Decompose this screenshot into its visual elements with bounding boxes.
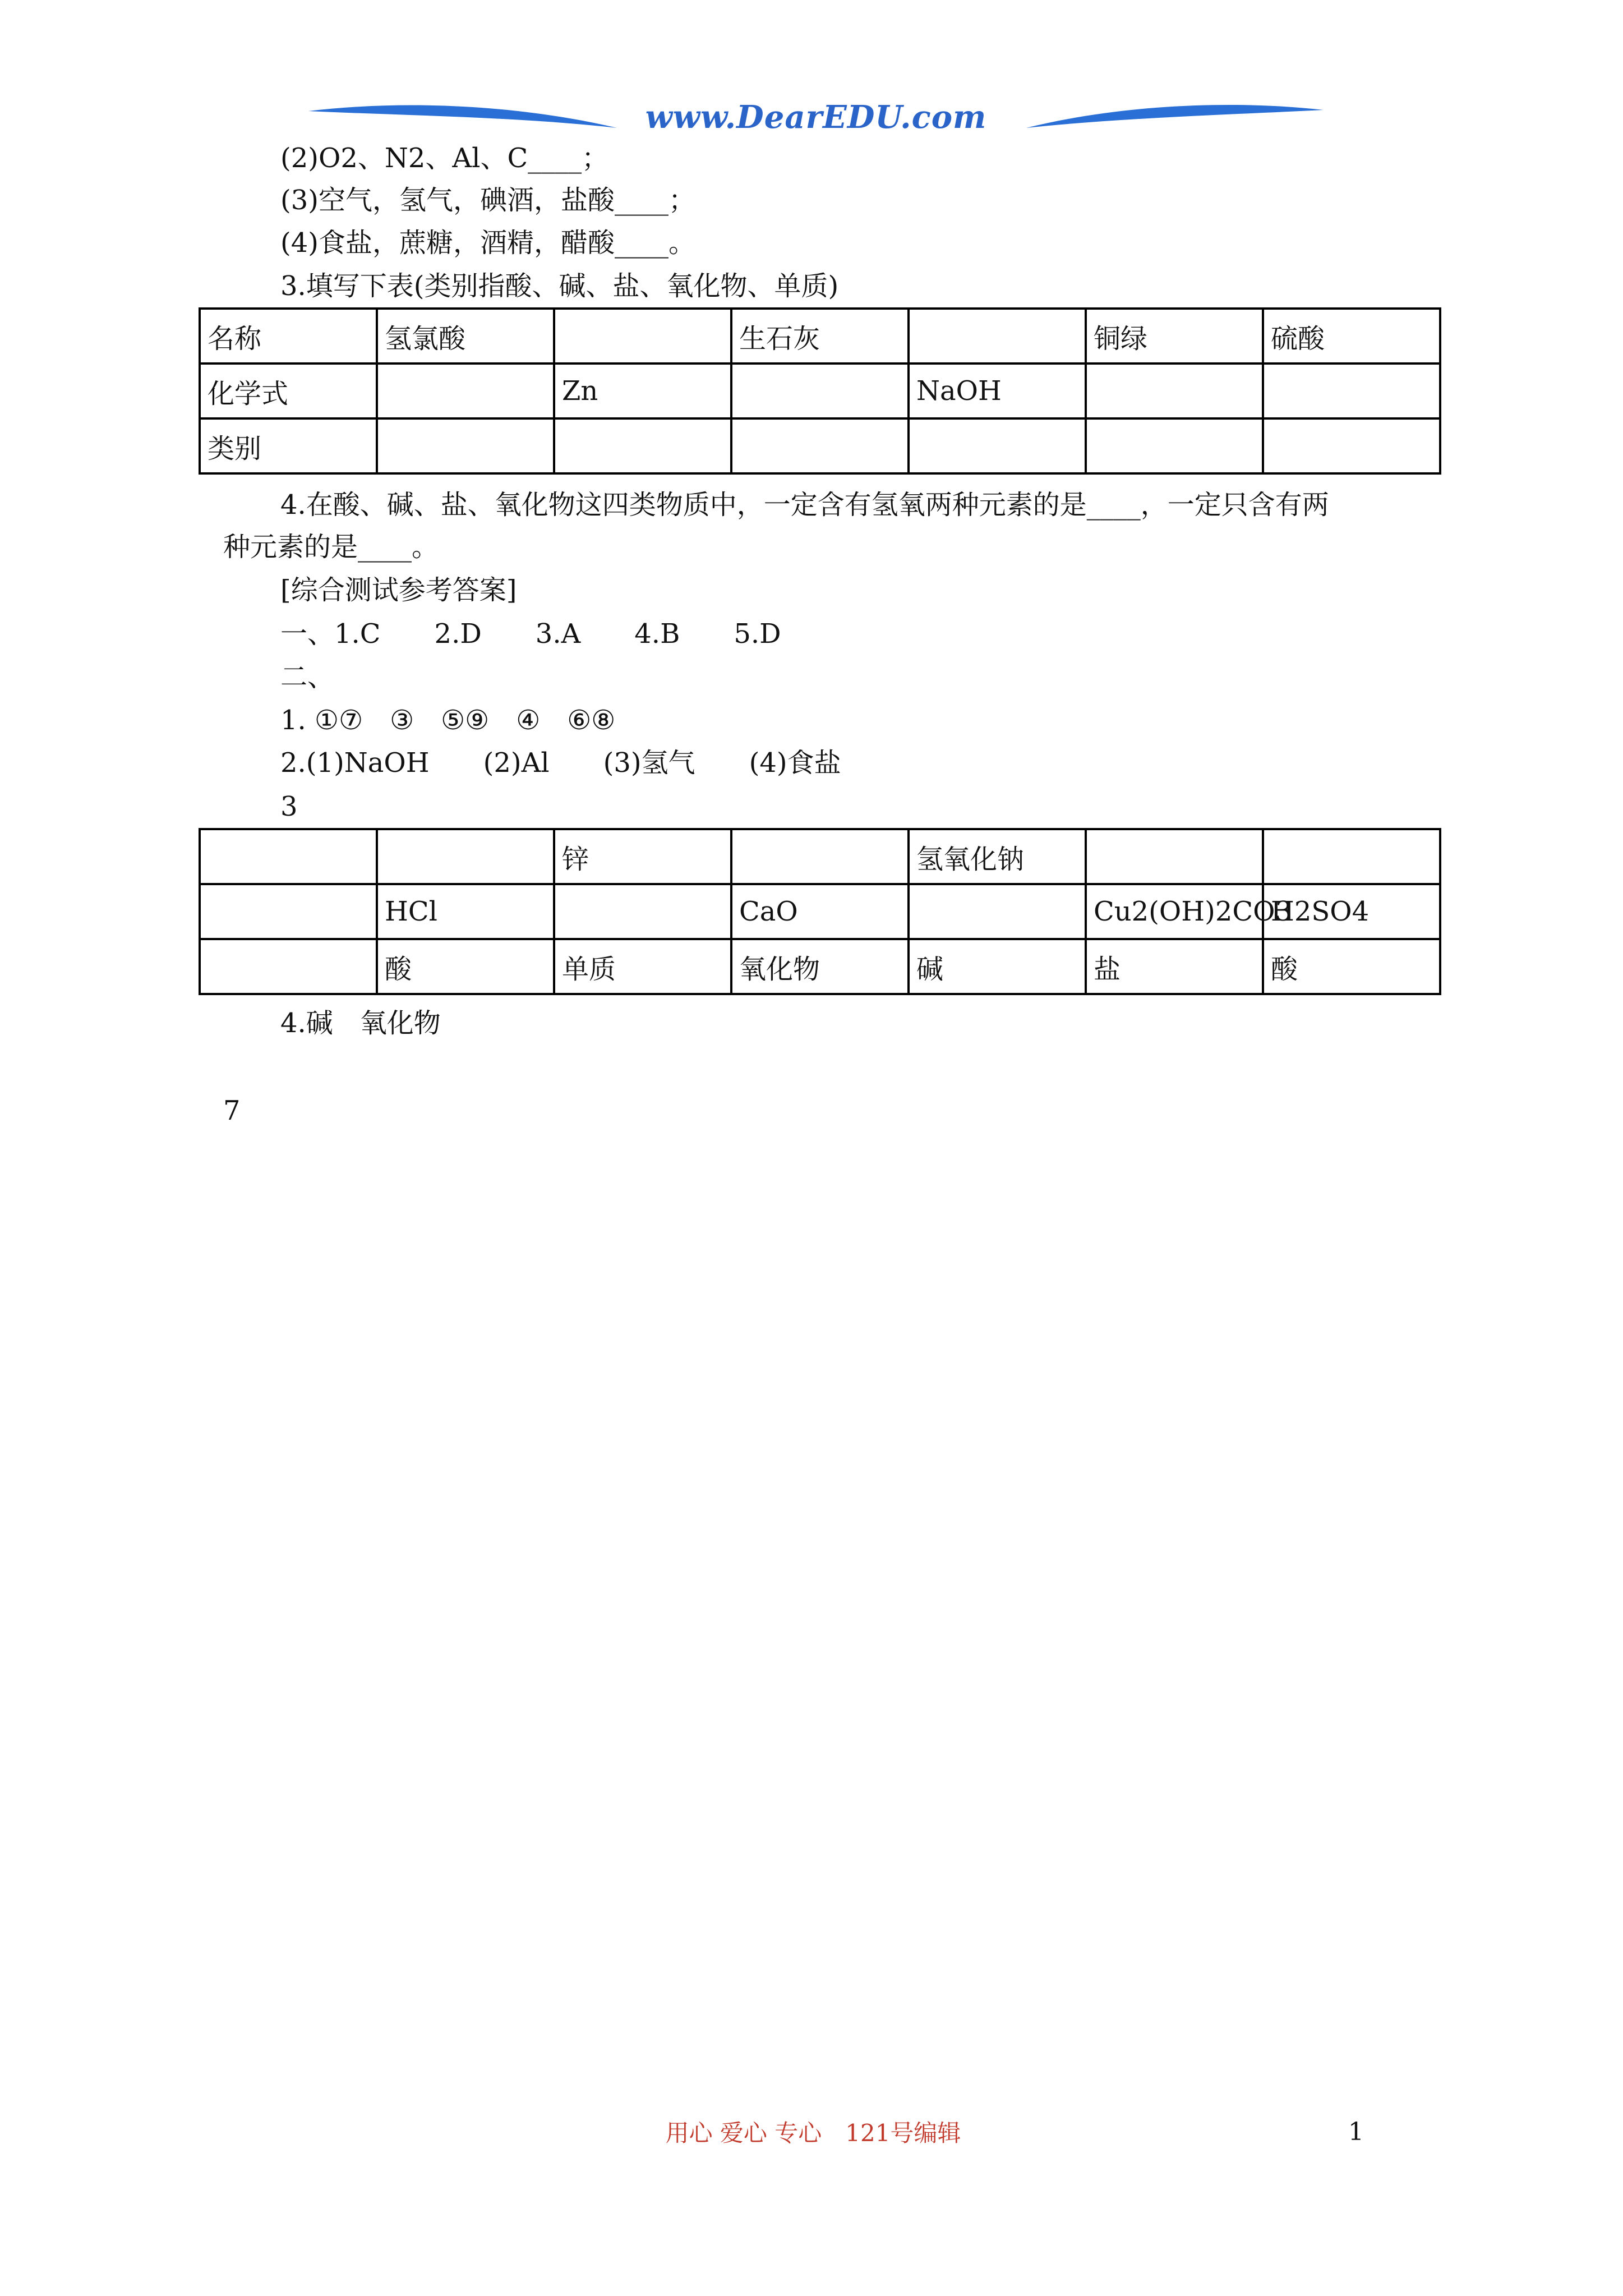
question-3: 3.填写下表(类别指酸、碱、盐、氧化物、单质) xyxy=(280,270,839,302)
table-cell xyxy=(200,939,377,994)
table-row xyxy=(200,364,1440,418)
table-cell xyxy=(909,309,1086,364)
table-cell: 盐 xyxy=(1086,939,1263,994)
table-cell xyxy=(1086,829,1263,884)
table-cell xyxy=(909,884,1086,939)
table-cell xyxy=(1263,418,1440,473)
footer-slogan: 用心 爱心 专心 121号编辑 xyxy=(665,2119,961,2147)
table-cell xyxy=(1263,364,1440,418)
table-cell xyxy=(200,829,377,884)
table-cell: 氢氧化钠 xyxy=(909,829,1086,884)
answer-section-2-title: 二、 xyxy=(280,661,335,693)
table-cell xyxy=(554,309,731,364)
table-cell xyxy=(377,364,554,418)
table-cell: 单质 xyxy=(554,939,731,994)
answer-2-3: 3 xyxy=(280,791,298,822)
fill-in-table xyxy=(199,307,1441,475)
site-url[interactable]: www.DearEDU.com xyxy=(645,99,987,136)
table-cell: 铜绿 xyxy=(1086,309,1263,364)
answers-title: [综合测试参考答案] xyxy=(280,574,517,606)
table-cell: 生石灰 xyxy=(731,309,909,364)
table-cell: 硫酸 xyxy=(1263,309,1440,364)
question-4-line-2: 种元素的是____。 xyxy=(223,531,439,563)
table-row xyxy=(200,309,1440,364)
table-cell: 酸 xyxy=(377,939,554,994)
table-row xyxy=(200,829,1440,884)
table-cell xyxy=(377,418,554,473)
table-cell xyxy=(909,418,1086,473)
table-row xyxy=(200,418,1440,473)
answer-2-2: 2.(1)NaOH (2)Al (3)氢气 (4)食盐 xyxy=(280,747,841,779)
table-cell xyxy=(731,418,909,473)
table-cell xyxy=(554,418,731,473)
table-cell: NaOH xyxy=(909,364,1086,418)
table-cell: 氢氯酸 xyxy=(377,309,554,364)
table-cell: 酸 xyxy=(1263,939,1440,994)
table-cell: 化学式 xyxy=(200,364,377,418)
table-cell xyxy=(377,829,554,884)
table-cell: HCl xyxy=(377,884,554,939)
question-2-part-3: (3)空气，氢气，碘酒，盐酸____； xyxy=(280,185,695,216)
footer-page-number: 1 xyxy=(1348,2118,1364,2146)
answer-2-1: 1. ①⑦ ③ ⑤⑨ ④ ⑥⑧ xyxy=(280,705,616,736)
answer-2-4: 4.碱 氧化物 xyxy=(280,1007,441,1039)
page-number-7: 7 xyxy=(223,1095,241,1126)
table-cell xyxy=(1086,364,1263,418)
answer-table xyxy=(199,828,1441,995)
table-cell: 锌 xyxy=(554,829,731,884)
table-row xyxy=(200,939,1440,994)
table-row xyxy=(200,884,1440,939)
table-cell: 名称 xyxy=(200,309,377,364)
table-cell: Zn xyxy=(554,364,731,418)
table-cell: 碱 xyxy=(909,939,1086,994)
table-cell: 类别 xyxy=(200,418,377,473)
table-cell xyxy=(1263,829,1440,884)
table-cell xyxy=(731,364,909,418)
table-cell xyxy=(554,884,731,939)
question-4-line-1: 4.在酸、碱、盐、氧化物这四类物质中，一定含有氢氧两种元素的是____，一定只含有两 xyxy=(280,489,1329,521)
answer-section-1: 一、1.C 2.D 3.A 4.B 5.D xyxy=(280,618,781,650)
table-cell xyxy=(731,829,909,884)
table-cell: Cu2(OH)2CO3 xyxy=(1086,884,1263,939)
table-cell xyxy=(1086,418,1263,473)
table-cell: H2SO4 xyxy=(1263,884,1440,939)
table-cell: CaO xyxy=(731,884,909,939)
question-2-part-4: (4)食盐，蔗糖，酒精，醋酸____。 xyxy=(280,227,695,259)
table-cell: 氧化物 xyxy=(731,939,909,994)
question-2-part-2: (2)O2、N2、Al、C____； xyxy=(280,142,609,174)
table-cell xyxy=(200,884,377,939)
